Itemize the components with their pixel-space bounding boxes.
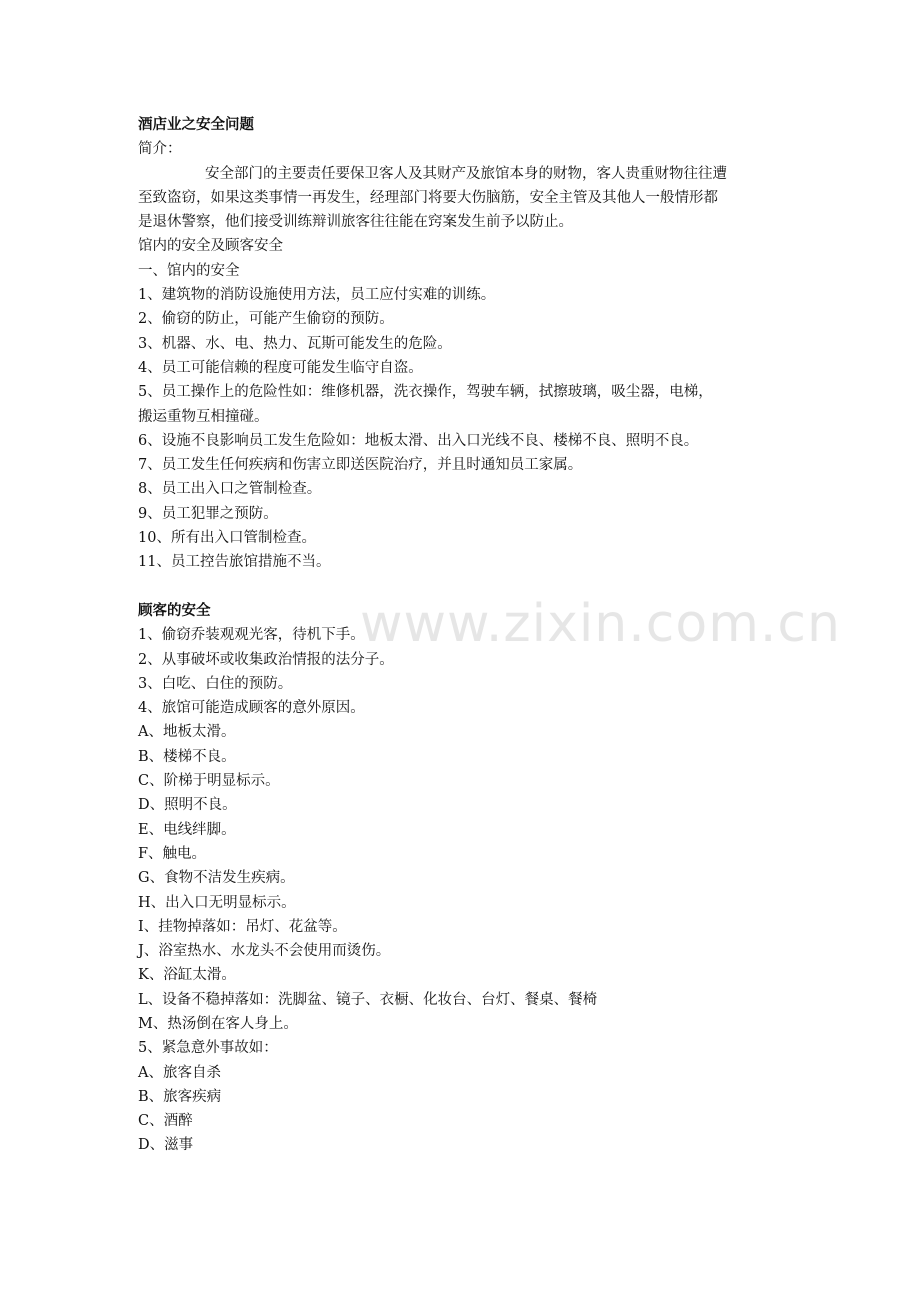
list-item: 8、员工出入口之管制检查。 — [138, 481, 322, 498]
list-item: 7、员工发生任何疾病和伤害立即送医院治疗，并且时通知员工家属。 — [138, 457, 583, 474]
list-item: D、滋事 — [138, 1137, 194, 1154]
list-item: 9、员工犯罪之预防。 — [138, 505, 278, 522]
document-page — [138, 113, 788, 1158]
section-heading: 馆内的安全及顾客安全 — [138, 238, 283, 255]
list-item: 2、偷窃的防止，可能产生偷窃的预防。 — [138, 311, 394, 328]
list-item: I、挂物掉落如：吊灯、花盆等。 — [138, 918, 347, 935]
list-item: G、食物不洁发生疾病。 — [138, 870, 295, 887]
list-item: M、热汤倒在客人身上。 — [138, 1015, 298, 1032]
list-item: B、旅客疾病 — [138, 1088, 222, 1105]
list-item: K、浴缸太滑。 — [138, 967, 236, 984]
intro-label: 简介： — [138, 141, 182, 158]
list-item: 4、旅馆可能造成顾客的意外原因。 — [138, 700, 365, 717]
list-item: C、酒醉 — [138, 1113, 193, 1130]
list-item: C、阶梯于明显标示。 — [138, 773, 280, 790]
list-item: 11、员工控告旅馆措施不当。 — [138, 554, 331, 571]
list-item: B、楼梯不良。 — [138, 748, 236, 765]
list-item: A、旅客自杀 — [138, 1064, 221, 1081]
section-gap — [138, 575, 788, 599]
list-item: A、地板太滑。 — [138, 724, 236, 741]
list-item: H、出入口无明显标示。 — [138, 894, 296, 911]
intro-line-2: 至致盗窃，如果这类事情一再发生，经理部门将要大伤脑筋，安全主管及其他人一般情形都 — [138, 189, 718, 206]
list-item: 4、员工可能信赖的程度可能发生临守自盗。 — [138, 359, 423, 376]
intro-line-3: 是退休警察，他们接受训练辩训旅客往往能在窍案发生前予以防止。 — [138, 214, 573, 231]
list-item: E、电线绊脚。 — [138, 821, 236, 838]
watermark: www.zixin.com.cn — [360, 594, 841, 654]
list-item: 3、白吃、白住的预防。 — [138, 675, 293, 692]
list-item: 10、所有出入口管制检查。 — [138, 530, 316, 547]
list-item: 5、紧急意外事故如： — [138, 1040, 278, 1057]
list-item: F、触电。 — [138, 845, 207, 862]
intro-line-1: 安全部门的主要责任要保卫客人及其财产及旅馆本身的财物，客人贵重财物往往遭 — [205, 165, 727, 182]
list-item: 3、机器、水、电、热力、瓦斯可能发生的危险。 — [138, 335, 452, 352]
list-item: 2、从事破坏或收集政治情报的法分子。 — [138, 651, 394, 668]
part2-heading: 顾客的安全 — [138, 601, 211, 619]
list-item: L、设备不稳掉落如：洗脚盆、镜子、衣橱、化妆台、台灯、餐桌、餐椅 — [138, 991, 598, 1008]
list-item: 搬运重物互相撞碰。 — [138, 408, 269, 425]
list-item: 6、设施不良影响员工发生危险如：地板太滑、出入口光线不良、楼梯不良、照明不良。 — [138, 432, 699, 449]
document-title: 酒店业之安全问题 — [138, 116, 254, 133]
part1-heading: 一、馆内的安全 — [138, 262, 240, 279]
list-item: 5、员工操作上的危险性如：维修机器，洗衣操作，驾驶车辆，拭擦玻璃，吸尘器，电梯， — [138, 384, 713, 401]
list-item: 1、偷窃乔装观观光客，待机下手。 — [138, 627, 365, 644]
list-item: D、照明不良。 — [138, 797, 237, 814]
list-item: 1、建筑物的消防设施使用方法，员工应付实难的训练。 — [138, 287, 496, 304]
list-item: J、浴室热水、水龙头不会使用而烫伤。 — [138, 943, 391, 960]
